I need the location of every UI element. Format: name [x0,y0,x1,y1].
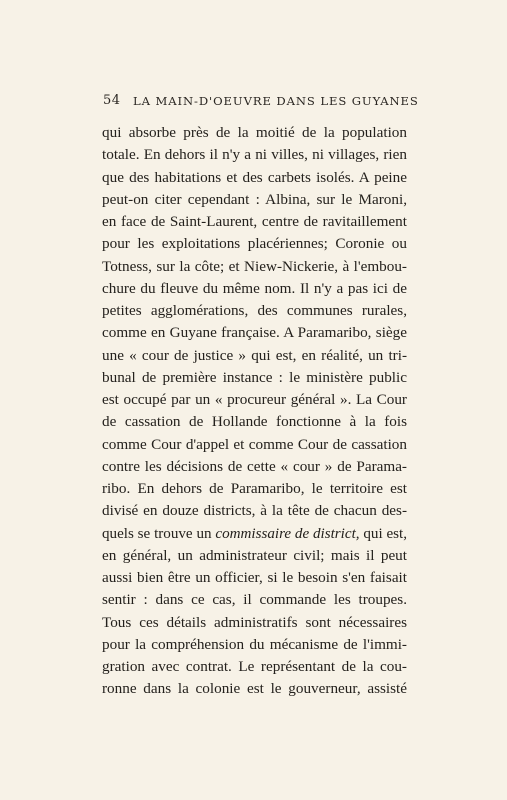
running-title: LA MAIN-D'OEUVRE DANS LES GUYANES [133,94,419,108]
text-line: petites agglomérations, des communes rurales, [102,302,407,319]
page-header [103,93,423,113]
italic-term: commissaire de district, [215,525,360,542]
text-line: divisé en douze districts, à la tête de chacun des- [102,502,407,520]
body-text [102,122,407,701]
text-line-with-italic [102,523,407,545]
text-line: contre les décisions de cette « cour » de Parama- [102,457,407,475]
text-line: ronne dans la colonie est le gouverneur, assisté [102,680,407,698]
text-line: en face de Saint-Laurent, centre de ravitaillement [102,213,407,230]
text-line: comme en Guyane française. A Paramaribo, siège [102,324,407,342]
text-line: gration avec contrat. Le représentant de la cou- [102,658,407,675]
text-line: peut-on citer cependant : Albina, sur le Maroni, [102,190,407,208]
page-number: 54 [103,93,121,108]
text-segment: qui est, [359,525,408,542]
text-line: ribo. En dehors de Paramaribo, le territoire est [102,480,407,497]
text-line: comme Cour d'appel et comme Cour de cassation [102,435,407,453]
text-line: en général, un administrateur civil; mais il peut [102,546,407,564]
text-line: Tous ces détails administratifs sont nécessaires [102,613,407,631]
text-line: que des habitations et des carbets isolés. A peine [102,168,407,186]
text-line: chure du fleuve du même nom. Il n'y a pas ici de [102,279,407,297]
text-line: qui absorbe près de la moitié de la population [102,124,407,141]
text-line: pour les exploitations placériennes; Coronie ou [102,235,407,253]
text-line: aussi bien être un officier, si le besoin s'en faisait [102,569,407,586]
text-line: Totness, sur la côte; et Niew-Nickerie, à l'embou- [102,257,407,275]
text-line: sentir : dans ce cas, il commande les troupes. [102,591,407,609]
text-line: pour la compréhension du mécanisme de l'immi- [102,635,407,653]
text-line: une « cour de justice » qui est, en réalité, un tri- [102,346,407,364]
text-line: totale. En dehors il n'y a ni villes, ni villages, rien [102,146,407,164]
text-segment: quels se trouve un [102,525,216,542]
text-line: bunal de première instance : le ministère public [102,368,407,386]
text-line: est occupé par un « procureur général ». La Cour [102,391,407,408]
text-line: de cassation de Hollande fonctionne à la fois [102,413,407,431]
